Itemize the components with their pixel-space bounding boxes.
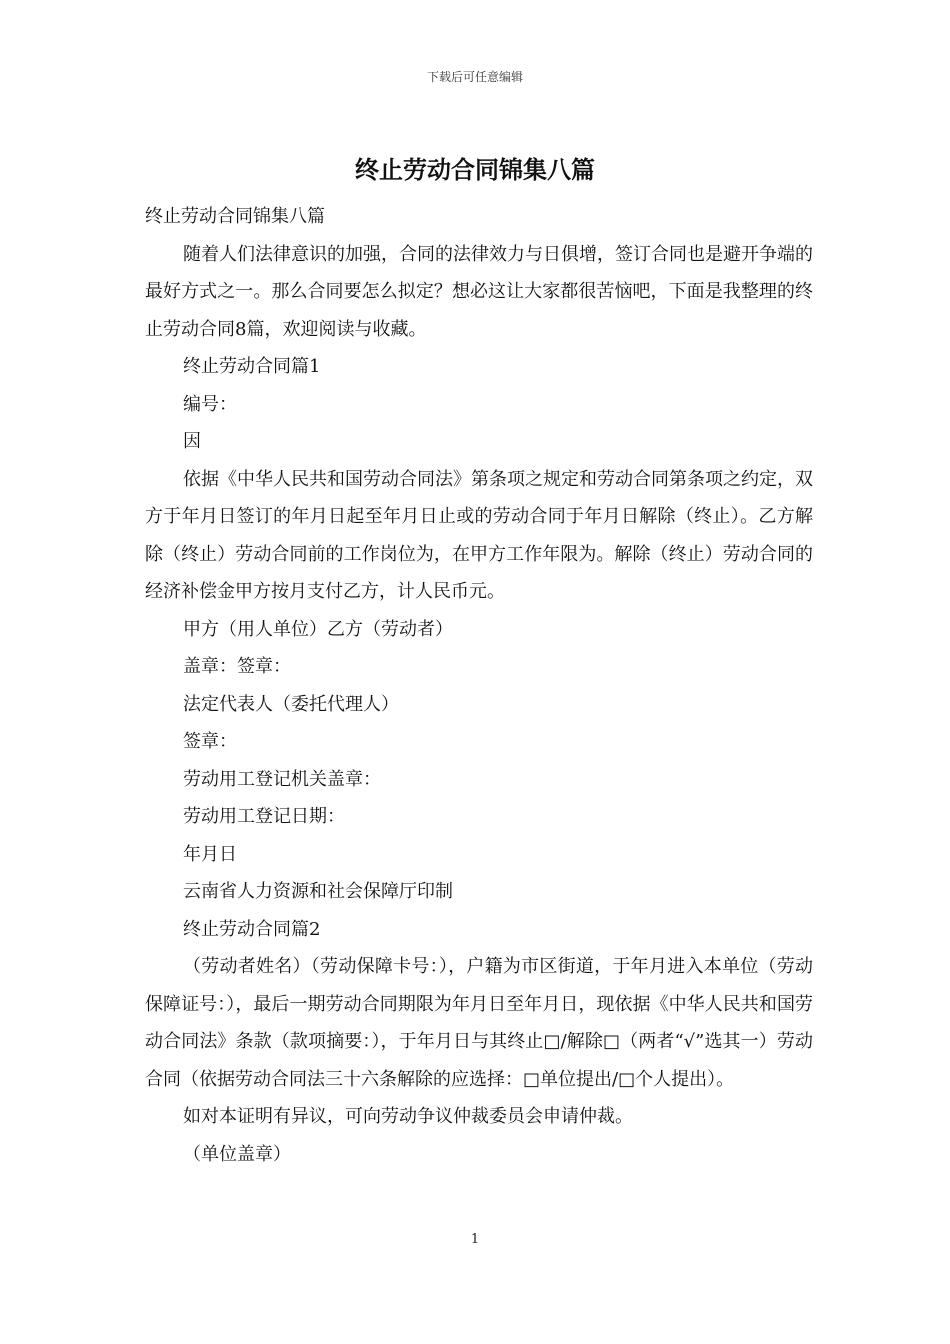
document-title: 终止劳动合同锦集八篇 bbox=[355, 155, 595, 184]
subtitle-paragraph: 终止劳动合同锦集八篇 bbox=[145, 206, 325, 227]
objection-line: 如对本证明有异议，可向劳动争议仲裁委员会申请仲裁。 bbox=[183, 1106, 633, 1127]
number-line: 编号： bbox=[183, 393, 237, 415]
seal-line: 盖章：签章： bbox=[183, 656, 291, 677]
page-header-note: 下载后可任意编辑 bbox=[426, 70, 523, 84]
certificate-paragraph: （劳动者姓名）（劳动保障卡号：），户籍为市区街道，于年月进入本单位（劳动保障证号：），最后一期劳动合同期限为年月日至年月日，现依据《中华人民共和国劳动合同法》条款（款项摘要：），于年月日与其终止□/解除□（两者“√”选其一）劳动合同（依据劳动合同法三十六条解除的应选择：□单位提出/□个人提出）。 bbox=[145, 956, 813, 1090]
section-heading-1: 终止劳动合同篇1 bbox=[183, 356, 321, 377]
signature-line: 签章： bbox=[183, 731, 237, 752]
basis-paragraph: 依据《中华人民共和国劳动合同法》第条项之规定和劳动合同第条项之约定，双方于年月日签订的年月日起至年月日止或的劳动合同于年月日解除（终止）。乙方解除（终止）劳动合同前的工作岗位为，在甲方工作年限为。解除（终止）劳动合同的经济补偿金甲方按月支付乙方，计人民币元。 bbox=[145, 468, 813, 602]
registration-date-line: 劳动用工登记日期： bbox=[183, 806, 345, 827]
reason-line: 因 bbox=[183, 431, 201, 452]
printer-line: 云南省人力资源和社会保障厅印制 bbox=[183, 881, 453, 902]
document-body bbox=[145, 198, 813, 1173]
unit-seal-line: （单位盖章） bbox=[183, 1143, 291, 1165]
parties-line: 甲方（用人单位）乙方（劳动者） bbox=[183, 618, 453, 640]
registration-seal-line: 劳动用工登记机关盖章： bbox=[183, 768, 381, 790]
representative-line: 法定代表人（委托代理人） bbox=[183, 693, 399, 715]
page-number: 1 bbox=[470, 1232, 480, 1247]
date-line: 年月日 bbox=[183, 843, 237, 865]
intro-paragraph: 随着人们法律意识的加强，合同的法律效力与日俱增，签订合同也是避开争端的最好方式之一。那么合同要怎么拟定？想必这让大家都很苦恼吧，下面是我整理的终止劳动合同8篇，欢迎阅读与收藏。 bbox=[145, 243, 813, 340]
section-heading-2: 终止劳动合同篇2 bbox=[183, 918, 321, 940]
